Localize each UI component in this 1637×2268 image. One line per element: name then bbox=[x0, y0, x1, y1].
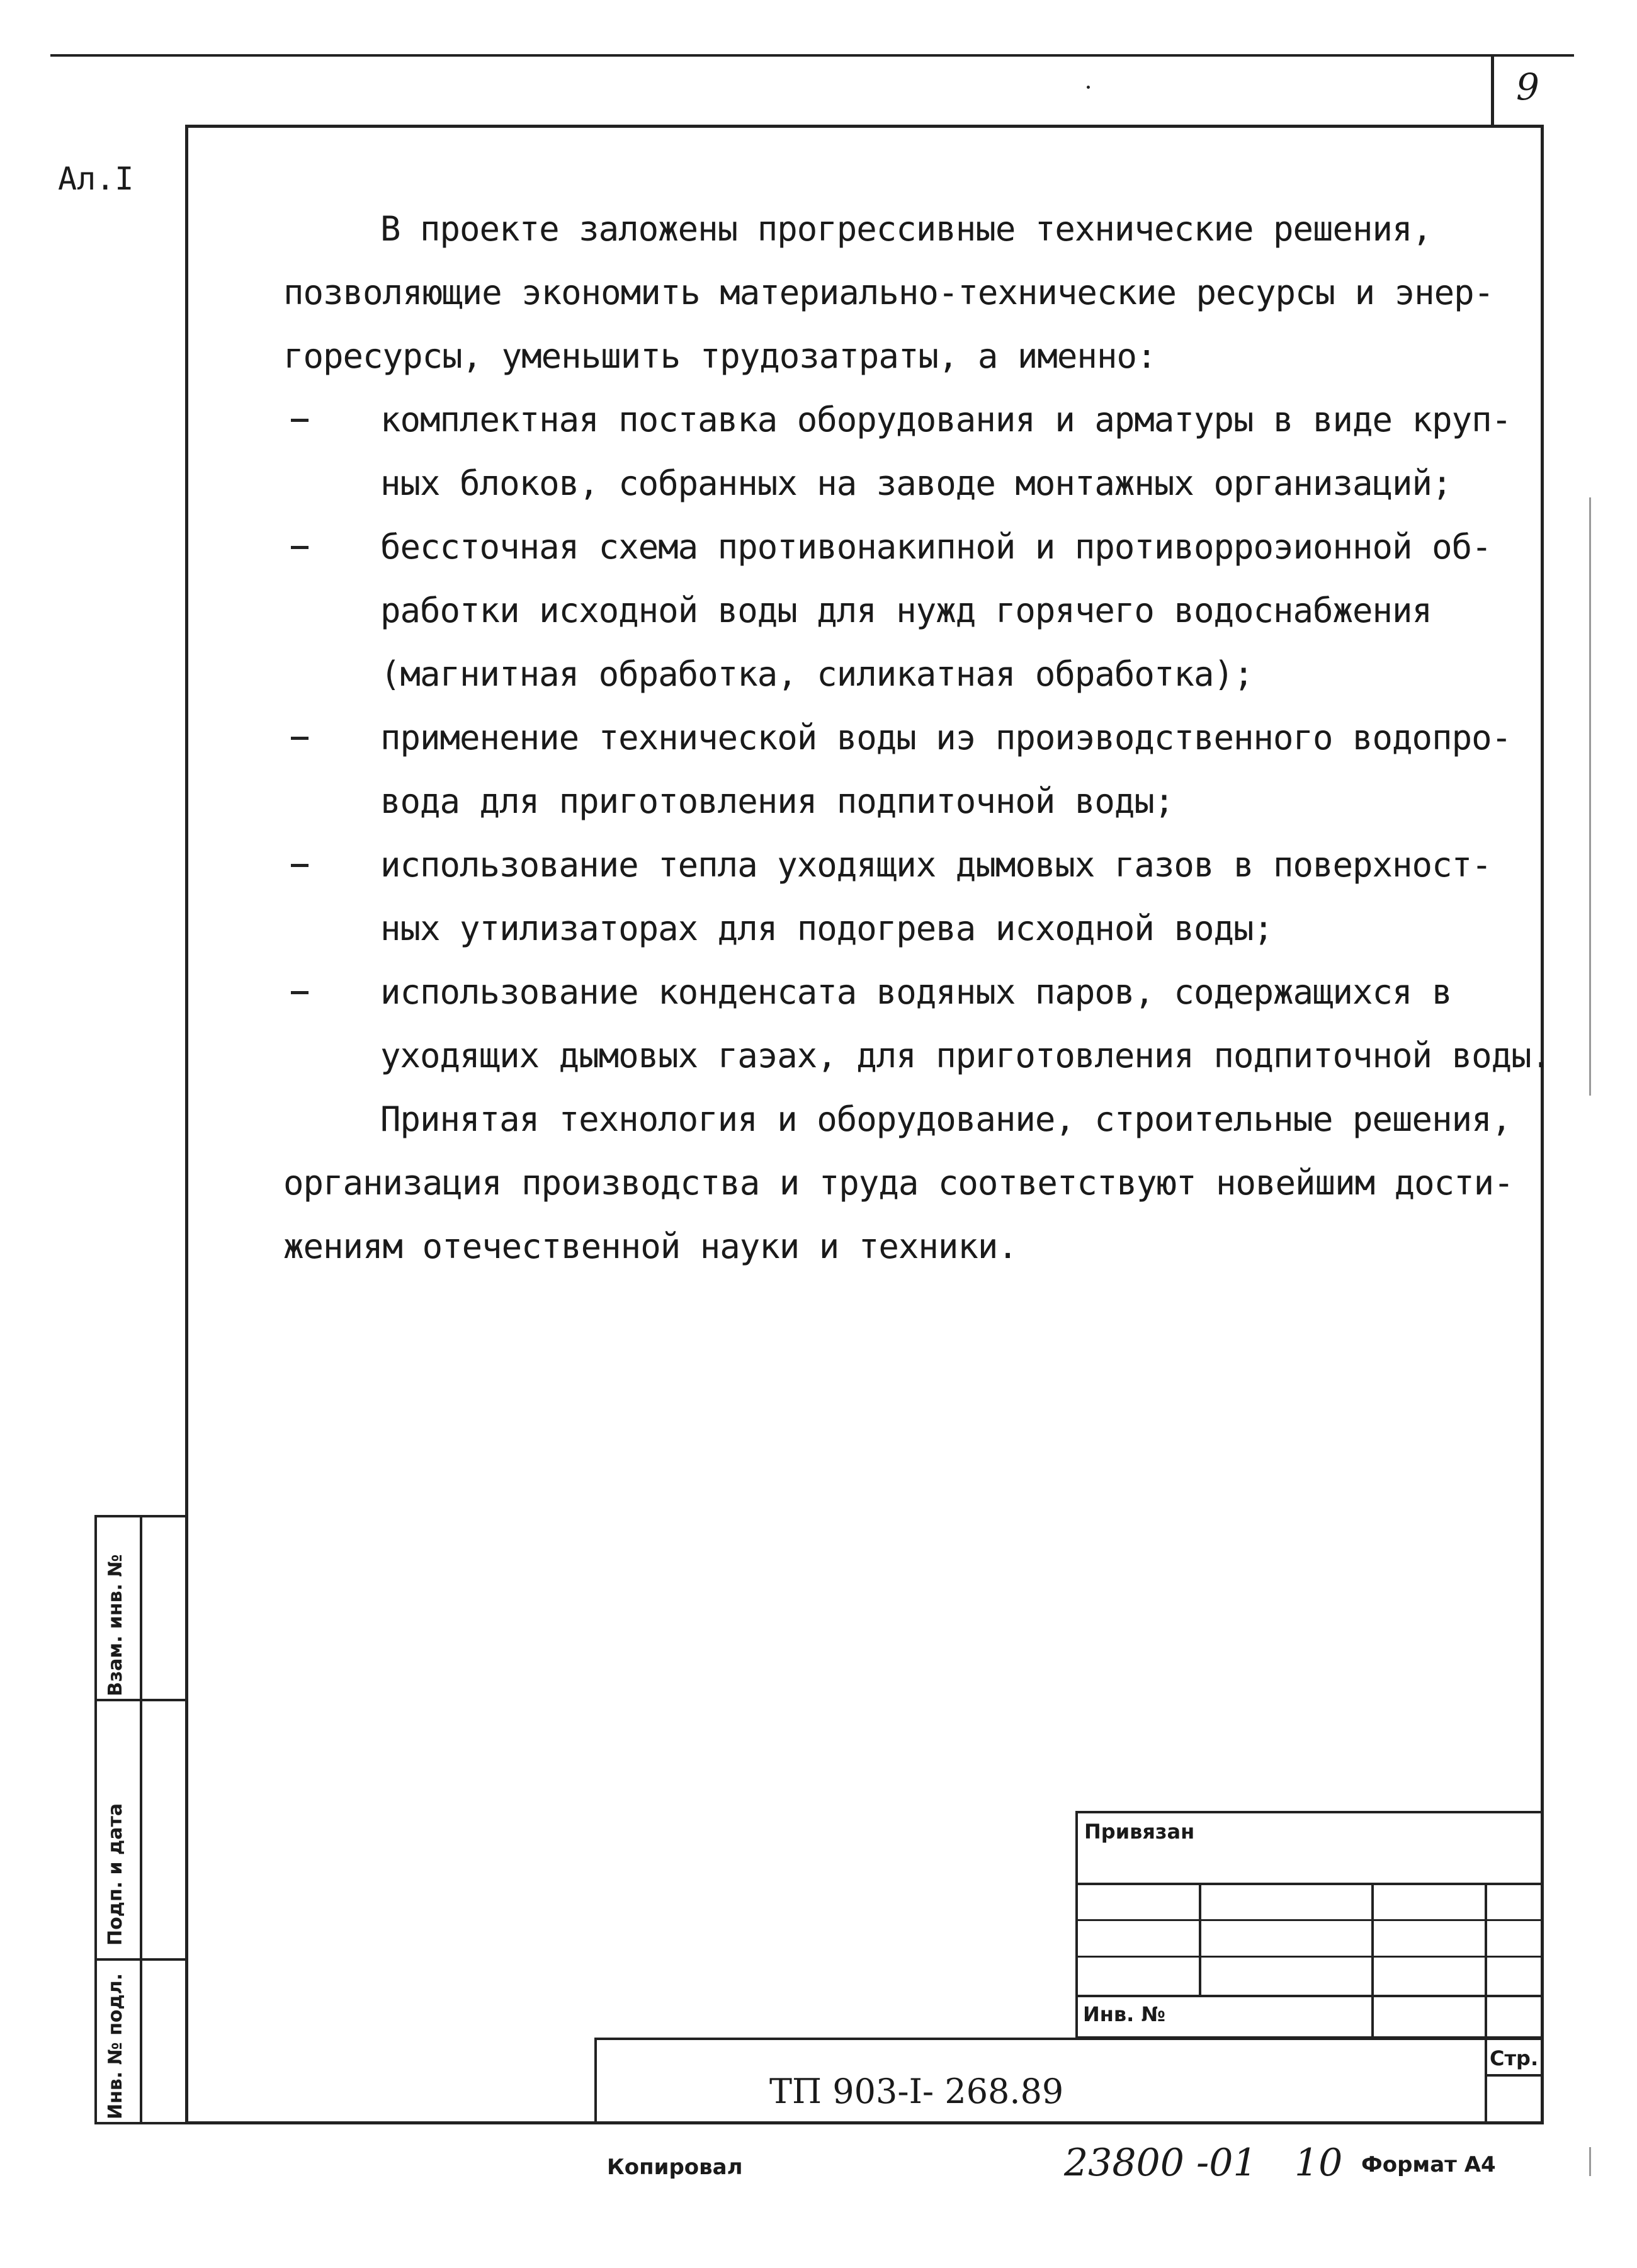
item-3-line-1: применение технической воды иэ проиэводственного водопро- bbox=[380, 718, 1512, 757]
tb-row-4 bbox=[1075, 1995, 1544, 1997]
tb-col-1 bbox=[1199, 1883, 1201, 1996]
scan-mark-right bbox=[1589, 497, 1591, 1096]
page-cell-divider bbox=[1485, 2038, 1487, 2124]
intro-line-3: горесурсы, уменьшить трудозатраты, а именно: bbox=[283, 336, 1157, 376]
top-rule bbox=[50, 54, 1574, 57]
page-number-divider bbox=[1491, 54, 1494, 125]
item-4-line-1: использование тепла уходящих дымовых газов в поверхност- bbox=[380, 845, 1492, 885]
scan-mark-bottom-right bbox=[1589, 2147, 1591, 2176]
intro-line-1: В проекте заложены прогрессивные технические решения, bbox=[380, 209, 1432, 249]
item-5-line-1: использование конденсата водяных паров, содержащихся в bbox=[380, 972, 1452, 1012]
bullet-dash-4 bbox=[291, 864, 309, 867]
doc-code: ТП 903-I- 268.89 bbox=[769, 2072, 1064, 2111]
outro-line-1: Принятая технология и оборудование, строительные решения, bbox=[380, 1099, 1512, 1139]
scan-mark-top bbox=[1087, 86, 1090, 89]
page-number: 9 bbox=[1516, 65, 1539, 108]
side-stamp-row-2 bbox=[94, 1958, 186, 1961]
intro-line-2: позволяющие экономить материально-технические ресурсы и энер- bbox=[283, 273, 1494, 312]
page-label: Стр. bbox=[1490, 2046, 1539, 2070]
bullet-dash-2 bbox=[291, 546, 309, 549]
outro-line-3: жениям отечественной науки и техники. bbox=[283, 1227, 1017, 1266]
privyazan-label: Привязан bbox=[1084, 1820, 1195, 1844]
item-1-line-1: комплектная поставка оборудования и арматуры в виде круп- bbox=[380, 400, 1512, 439]
side-stamp-col-divider bbox=[140, 1515, 142, 2124]
item-2-line-1: бессточная схема противонакипной и противорроэионной об- bbox=[380, 527, 1492, 567]
tb-row-1 bbox=[1075, 1883, 1544, 1885]
item-4-line-2: ных утилизаторах для подогрева исходной воды; bbox=[380, 909, 1273, 948]
page-cell-row bbox=[1485, 2074, 1544, 2077]
format-label: Формат А4 bbox=[1361, 2152, 1496, 2177]
sheet-label: Ал.I bbox=[58, 161, 134, 197]
bullet-dash-5 bbox=[291, 991, 309, 994]
side-stamp-row-1 bbox=[94, 1699, 186, 1701]
bullet-dash-3 bbox=[291, 737, 309, 740]
inv-podl-label: Инв. № подл. bbox=[105, 1973, 127, 2119]
tb-col-2 bbox=[1371, 1883, 1374, 2039]
item-2-line-3: (магнитная обработка, силикатная обработка); bbox=[380, 654, 1254, 694]
tb-col-3 bbox=[1485, 1883, 1487, 2039]
inv-no-label: Инв. № bbox=[1083, 2002, 1165, 2026]
doc-code-box bbox=[594, 2038, 1544, 2124]
podp-data-label: Подп. и дата bbox=[105, 1803, 127, 1946]
item-1-line-2: ных блоков, собранных на заводе монтажных организаций; bbox=[380, 463, 1452, 503]
sheet-number: 10 bbox=[1294, 2141, 1343, 2185]
vzam-inv-label: Взам. инв. № bbox=[105, 1554, 127, 1696]
bullet-dash-1 bbox=[291, 419, 309, 422]
order-number: 23800 -01 bbox=[1064, 2141, 1257, 2185]
copied-label: Копировал bbox=[607, 2155, 743, 2180]
item-2-line-2: работки исходной воды для нужд горячего водоснабжения bbox=[380, 591, 1432, 630]
item-3-line-2: вода для приготовления подпиточной воды; bbox=[380, 781, 1174, 821]
item-5-line-2: уходящих дымовых гаэах, для приготовления подпиточной воды. bbox=[380, 1036, 1551, 1075]
tb-row-3 bbox=[1075, 1956, 1544, 1958]
tb-row-2 bbox=[1075, 1919, 1544, 1921]
outro-line-2: организация производства и труда соответствуют новейшим дости- bbox=[283, 1163, 1514, 1203]
